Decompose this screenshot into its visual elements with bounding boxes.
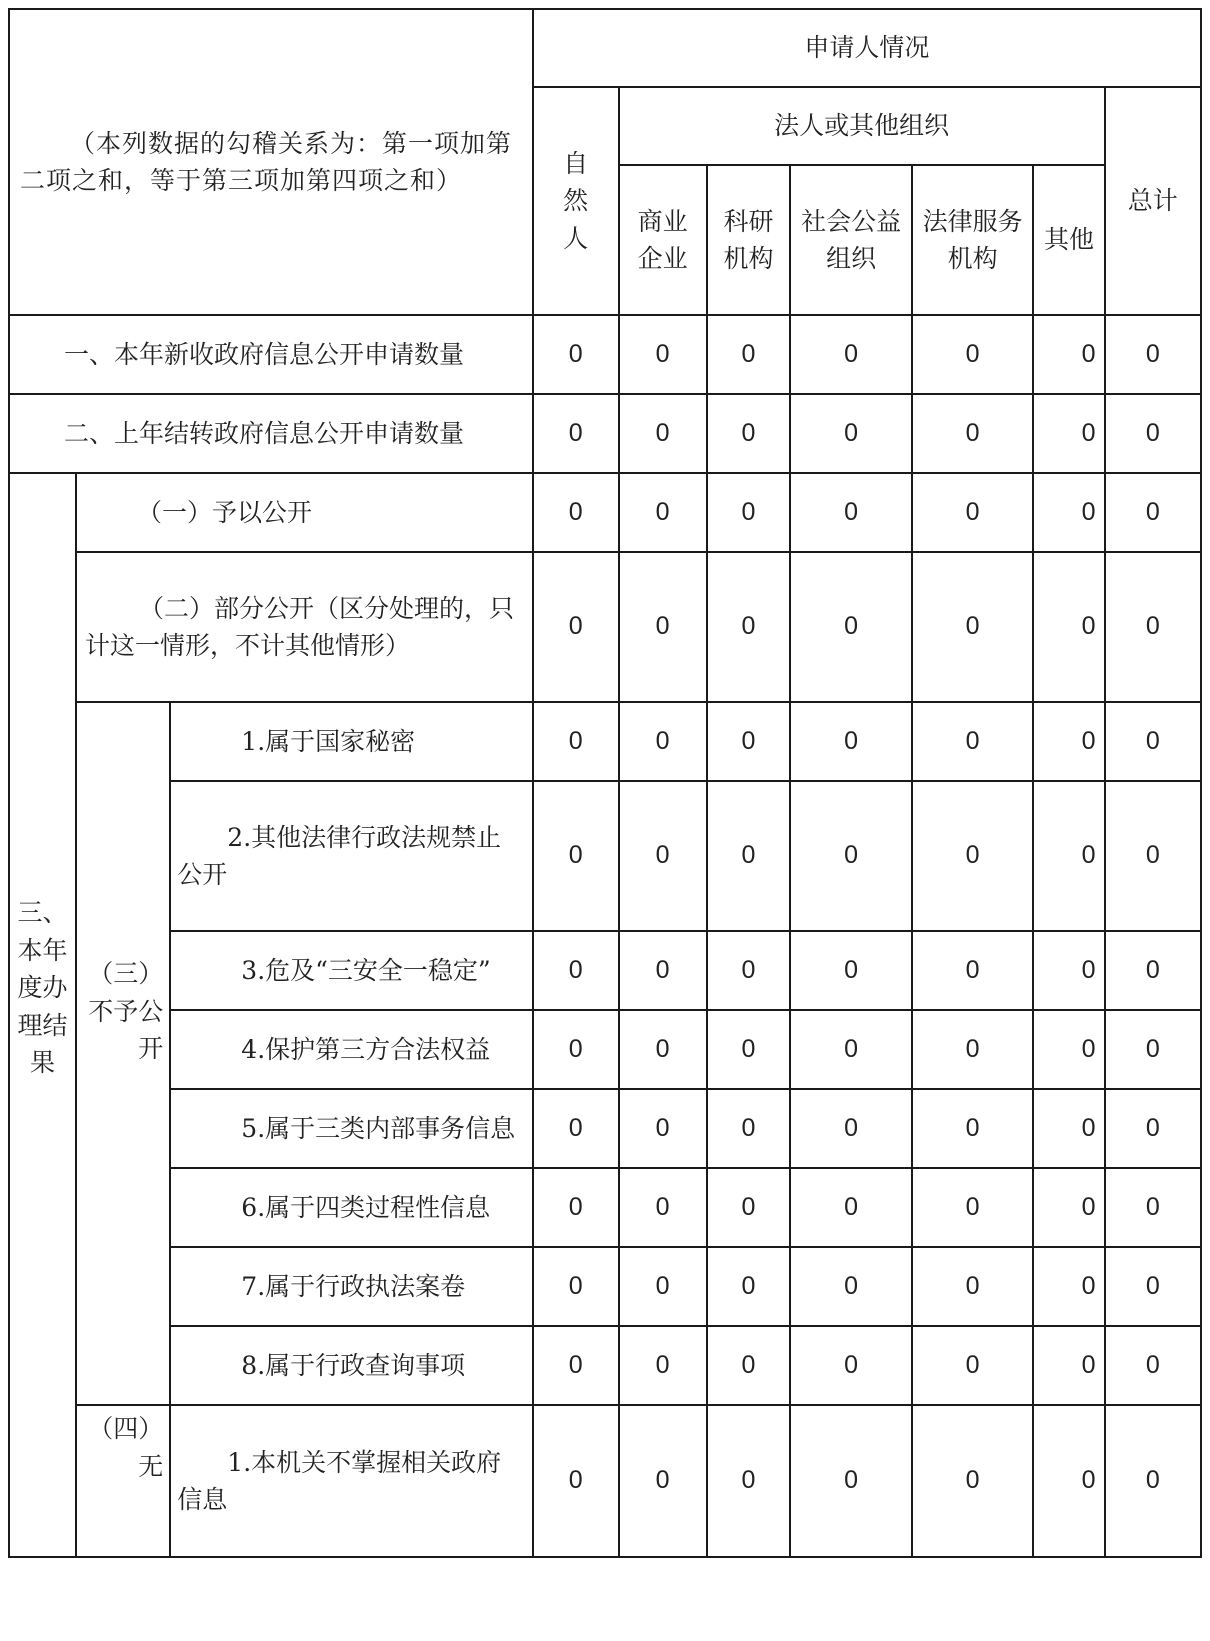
cell-business: 0 — [619, 552, 707, 702]
header-natural-person: 自然人 — [533, 87, 619, 315]
header-col-research: 科研机构 — [707, 165, 791, 315]
cell-total: 0 — [1105, 315, 1201, 394]
table-row — [9, 1010, 1201, 1089]
cell-business: 0 — [619, 1326, 707, 1405]
cell-other: 0 — [1033, 552, 1104, 702]
cell-research: 0 — [707, 931, 791, 1010]
cell-natural-person: 0 — [533, 1326, 619, 1405]
cell-total: 0 — [1105, 394, 1201, 473]
cell-research: 0 — [707, 1089, 791, 1168]
cell-other: 0 — [1033, 781, 1104, 931]
cell-natural-person: 0 — [533, 1010, 619, 1089]
cell-research: 0 — [707, 552, 791, 702]
cell-research: 0 — [707, 702, 791, 781]
cell-natural-person: 0 — [533, 394, 619, 473]
row-label: 5.属于三类内部事务信息 — [170, 1089, 532, 1168]
row-label: 一、本年新收政府信息公开申请数量 — [9, 315, 533, 394]
cell-legal-service: 0 — [912, 1089, 1034, 1168]
cell-business: 0 — [619, 931, 707, 1010]
cell-total: 0 — [1105, 781, 1201, 931]
header-col-legal-service: 法律服务机构 — [912, 165, 1034, 315]
row-label: 2.其他法律行政法规禁止公开 — [170, 781, 532, 931]
header-legal-or-other-org: 法人或其他组织 — [619, 87, 1105, 165]
cell-legal-service: 0 — [912, 1010, 1034, 1089]
table-row — [9, 1168, 1201, 1247]
row-label: （一）予以公开 — [76, 473, 533, 552]
table-row — [9, 1247, 1201, 1326]
cell-public-welfare: 0 — [790, 315, 912, 394]
cell-total: 0 — [1105, 1405, 1201, 1557]
table-row — [9, 702, 1201, 781]
cell-business: 0 — [619, 781, 707, 931]
cell-business: 0 — [619, 1089, 707, 1168]
cell-legal-service: 0 — [912, 1326, 1034, 1405]
table-row — [9, 473, 1201, 552]
row-label: 8.属于行政查询事项 — [170, 1326, 532, 1405]
cell-natural-person: 0 — [533, 473, 619, 552]
cell-business: 0 — [619, 1247, 707, 1326]
cell-public-welfare: 0 — [790, 781, 912, 931]
header-description: （本列数据的勾稽关系为：第一项加第二项之和，等于第三项加第四项之和） — [9, 9, 533, 315]
cell-legal-service: 0 — [912, 315, 1034, 394]
cell-natural-person: 0 — [533, 931, 619, 1010]
cell-legal-service: 0 — [912, 931, 1034, 1010]
cell-total: 0 — [1105, 1168, 1201, 1247]
header-col-other: 其他 — [1033, 165, 1104, 315]
cell-total: 0 — [1105, 702, 1201, 781]
cell-public-welfare: 0 — [790, 702, 912, 781]
cell-total: 0 — [1105, 552, 1201, 702]
cell-research: 0 — [707, 394, 791, 473]
cell-business: 0 — [619, 473, 707, 552]
cell-business: 0 — [619, 1405, 707, 1557]
row-label: 1.本机关不掌握相关政府信息 — [170, 1405, 532, 1557]
group3-label: （三）不予公开 — [76, 702, 170, 1405]
cell-public-welfare: 0 — [790, 552, 912, 702]
header-total: 总计 — [1105, 87, 1201, 315]
cell-other: 0 — [1033, 1326, 1104, 1405]
cell-research: 0 — [707, 1326, 791, 1405]
table-row — [9, 931, 1201, 1010]
header-applicant-situation: 申请人情况 — [533, 9, 1201, 87]
cell-other: 0 — [1033, 1010, 1104, 1089]
row-label: 4.保护第三方合法权益 — [170, 1010, 532, 1089]
table-row — [9, 394, 1201, 473]
cell-legal-service: 0 — [912, 1405, 1034, 1557]
cell-business: 0 — [619, 315, 707, 394]
cell-total: 0 — [1105, 1010, 1201, 1089]
row-label: 二、上年结转政府信息公开申请数量 — [9, 394, 533, 473]
cell-research: 0 — [707, 1010, 791, 1089]
cell-public-welfare: 0 — [790, 1010, 912, 1089]
cell-legal-service: 0 — [912, 702, 1034, 781]
cell-business: 0 — [619, 1010, 707, 1089]
cell-other: 0 — [1033, 473, 1104, 552]
cell-natural-person: 0 — [533, 1405, 619, 1557]
cell-natural-person: 0 — [533, 552, 619, 702]
cell-other: 0 — [1033, 702, 1104, 781]
cell-other: 0 — [1033, 1089, 1104, 1168]
cell-other: 0 — [1033, 931, 1104, 1010]
table-row — [9, 315, 1201, 394]
cell-other: 0 — [1033, 394, 1104, 473]
cell-total: 0 — [1105, 1247, 1201, 1326]
cell-legal-service: 0 — [912, 781, 1034, 931]
cell-research: 0 — [707, 1247, 791, 1326]
cell-legal-service: 0 — [912, 394, 1034, 473]
cell-other: 0 — [1033, 1247, 1104, 1326]
cell-total: 0 — [1105, 1326, 1201, 1405]
group4-label: （四）无 — [76, 1405, 170, 1557]
cell-public-welfare: 0 — [790, 394, 912, 473]
cell-research: 0 — [707, 473, 791, 552]
table-row — [9, 1405, 1201, 1557]
row-label: （二）部分公开（区分处理的，只计这一情形，不计其他情形） — [76, 552, 533, 702]
cell-public-welfare: 0 — [790, 1089, 912, 1168]
header-col-business: 商业企业 — [619, 165, 707, 315]
cell-total: 0 — [1105, 931, 1201, 1010]
cell-public-welfare: 0 — [790, 1326, 912, 1405]
cell-research: 0 — [707, 1405, 791, 1557]
table-row — [9, 1326, 1201, 1405]
cell-public-welfare: 0 — [790, 1168, 912, 1247]
cell-total: 0 — [1105, 1089, 1201, 1168]
cell-legal-service: 0 — [912, 552, 1034, 702]
cell-research: 0 — [707, 315, 791, 394]
cell-business: 0 — [619, 702, 707, 781]
cell-natural-person: 0 — [533, 781, 619, 931]
cell-legal-service: 0 — [912, 473, 1034, 552]
cell-public-welfare: 0 — [790, 473, 912, 552]
cell-public-welfare: 0 — [790, 931, 912, 1010]
cell-public-welfare: 0 — [790, 1405, 912, 1557]
cell-natural-person: 0 — [533, 1089, 619, 1168]
cell-other: 0 — [1033, 1405, 1104, 1557]
table-row — [9, 1089, 1201, 1168]
cell-public-welfare: 0 — [790, 1247, 912, 1326]
row-label: 1.属于国家秘密 — [170, 702, 532, 781]
cell-natural-person: 0 — [533, 702, 619, 781]
row-label: 3.危及“三安全一稳定” — [170, 931, 532, 1010]
cell-other: 0 — [1033, 1168, 1104, 1247]
cell-legal-service: 0 — [912, 1247, 1034, 1326]
cell-natural-person: 0 — [533, 1168, 619, 1247]
row-label: 7.属于行政执法案卷 — [170, 1247, 532, 1326]
disclosure-table — [8, 8, 1202, 1558]
cell-total: 0 — [1105, 473, 1201, 552]
cell-other: 0 — [1033, 315, 1104, 394]
cell-natural-person: 0 — [533, 1247, 619, 1326]
table-row — [9, 552, 1201, 702]
row-label: 6.属于四类过程性信息 — [170, 1168, 532, 1247]
cell-business: 0 — [619, 394, 707, 473]
table-row — [9, 781, 1201, 931]
cell-business: 0 — [619, 1168, 707, 1247]
cell-legal-service: 0 — [912, 1168, 1034, 1247]
section3-label: 三、本年度办理结果 — [9, 473, 76, 1557]
header-col-public-welfare: 社会公益组织 — [790, 165, 912, 315]
cell-research: 0 — [707, 1168, 791, 1247]
cell-natural-person: 0 — [533, 315, 619, 394]
cell-research: 0 — [707, 781, 791, 931]
